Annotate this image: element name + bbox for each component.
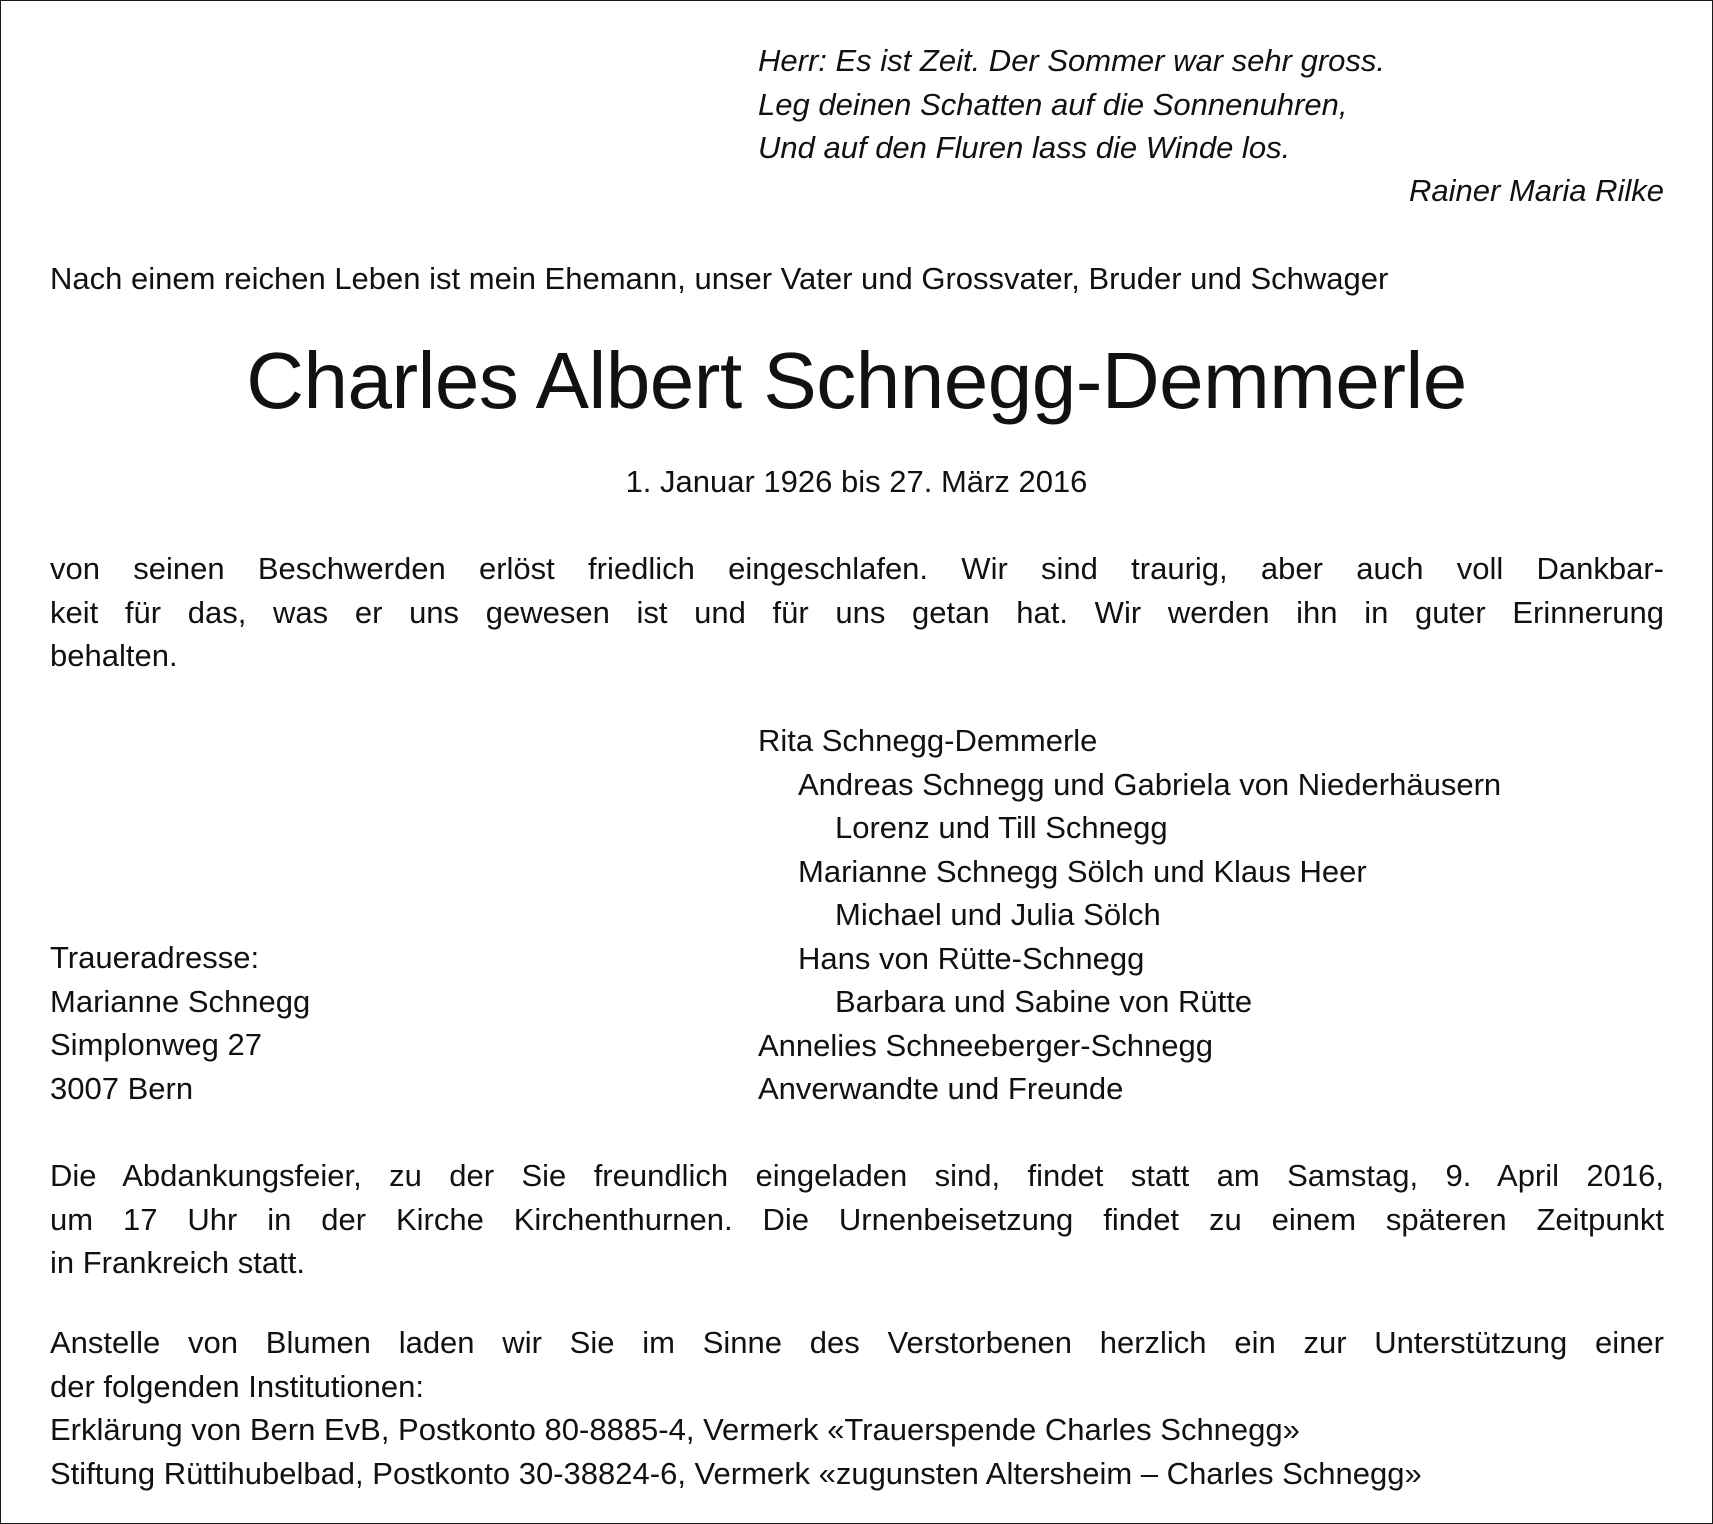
poem-quote [758, 39, 1664, 208]
ceremony-line: in Frankreich statt. [50, 1245, 305, 1280]
donation-institution: Stiftung Rüttihubelbad, Postkonto 30-38824-6, Vermerk «zugunsten Altersheim – Charles Schnegg» [50, 1455, 1422, 1491]
family-member: Annelies Schneeberger-Schnegg [758, 1027, 1213, 1063]
ceremony-line: Die Abdankungsfeier, zu der Sie freundlich eingeladen sind, findet statt am Samstag, 9. April 2016, [50, 1158, 1664, 1193]
donation-institution: Erklärung von Bern EvB, Postkonto 80-8885-4, Vermerk «Trauerspende Charles Schnegg» [50, 1412, 1300, 1447]
poem-line: Leg deinen Schatten auf die Sonnenuhren, [758, 86, 1348, 122]
family-member: Rita Schnegg-Demmerle [758, 723, 1098, 758]
body-line: von seinen Beschwerden erlöst friedlich eingeschlafen. Wir sind traurig, aber auch voll Dankbar- [50, 551, 1664, 586]
family-member: Barbara und Sabine von Rütte [835, 984, 1253, 1019]
address-heading: Traueradresse: [50, 940, 260, 975]
deceased-name: Charles Albert Schnegg-Demmerle [246, 336, 1467, 425]
poem-line: Und auf den Fluren lass die Winde los. [758, 130, 1291, 165]
address-street: Simplonweg 27 [50, 1027, 262, 1062]
donations-line: Anstelle von Blumen laden wir Sie im Sinne des Verstorbenen herzlich ein zur Unterstützung einer [50, 1325, 1664, 1360]
donations-paragraph [50, 1321, 1664, 1495]
body-paragraph [50, 547, 1664, 678]
address-city: 3007 Bern [50, 1070, 194, 1106]
ceremony-paragraph [50, 1154, 1664, 1285]
ceremony-line: um 17 Uhr in der Kirche Kirchenthurnen. Die Urnenbeisetzung findet zu einem späteren Zeitpunkt [50, 1201, 1664, 1237]
family-member: Marianne Schnegg Sölch und Klaus Heer [798, 853, 1367, 889]
poem-author: Rainer Maria Rilke [1409, 173, 1664, 208]
family-list [758, 719, 1501, 1111]
family-member: Lorenz und Till Schnegg [835, 810, 1168, 845]
intro-text: Nach einem reichen Leben ist mein Ehemann, unser Vater und Grossvater, Bruder und Schwager [50, 261, 1389, 296]
body-line: behalten. [50, 638, 178, 673]
donations-line: der folgenden Institutionen: [50, 1368, 424, 1404]
family-member: Andreas Schnegg und Gabriela von Niederhäusern [798, 766, 1502, 802]
family-member: Anverwandte und Freunde [758, 1071, 1124, 1106]
family-member: Michael und Julia Sölch [835, 897, 1161, 932]
body-line: keit für das, was er uns gewesen ist und für uns getan hat. Wir werden ihn in guter Erinnerung [50, 594, 1664, 630]
life-dates: 1. Januar 1926 bis 27. März 2016 [625, 464, 1088, 499]
family-member: Hans von Rütte-Schnegg [798, 940, 1145, 976]
address-name: Marianne Schnegg [50, 983, 311, 1019]
poem-line: Herr: Es ist Zeit. Der Sommer war sehr gross. [758, 43, 1386, 78]
mourning-address [50, 936, 310, 1110]
